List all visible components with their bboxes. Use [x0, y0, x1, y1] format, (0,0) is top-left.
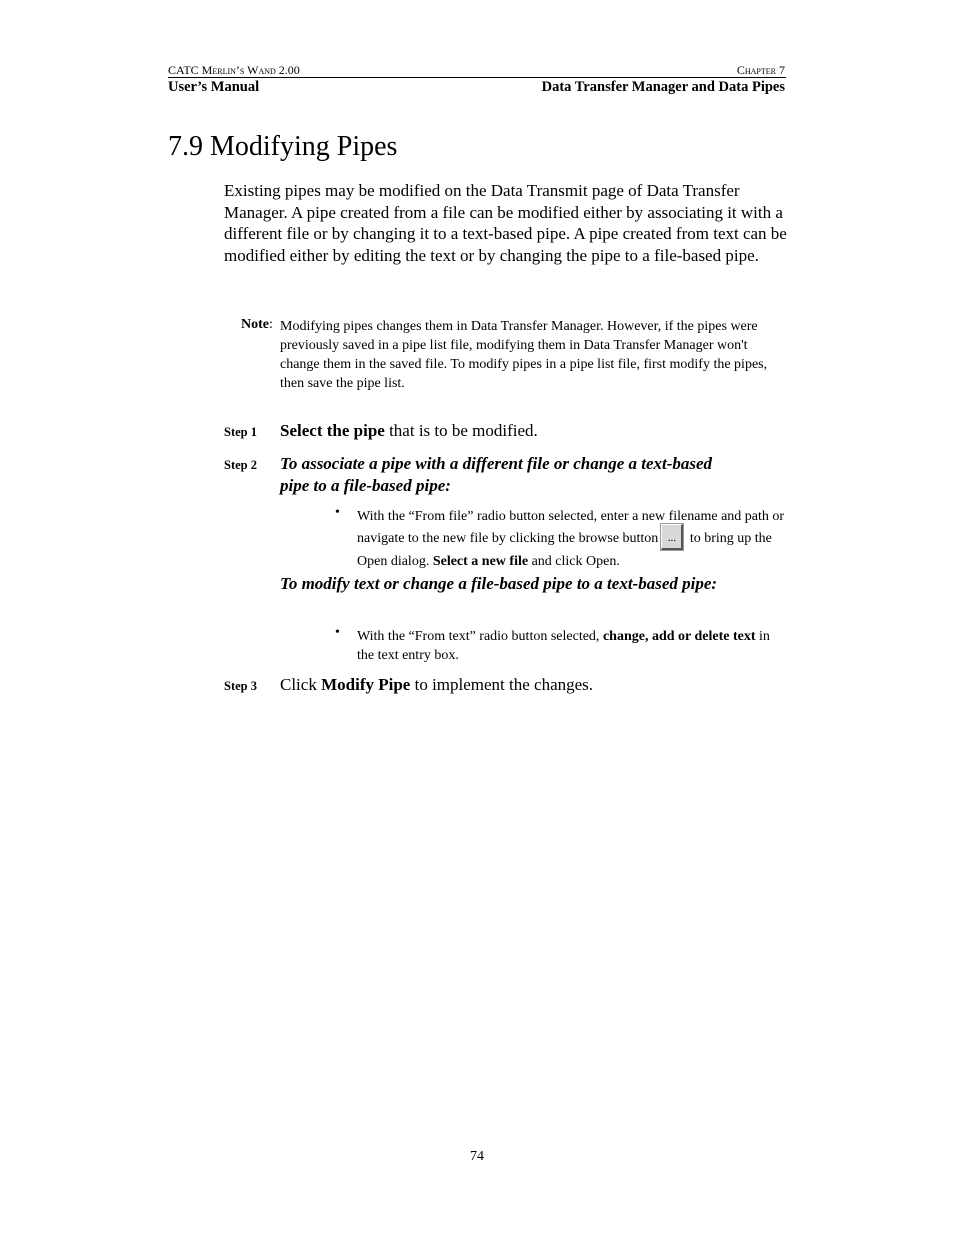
step2-heading-text: To modify text or change a file-based pipe to a text-based pipe:	[280, 574, 718, 593]
step1-text	[280, 420, 538, 442]
browse-button: ...	[661, 524, 683, 550]
bullet-icon: •	[335, 505, 340, 520]
header-manual: User’s Manual	[168, 79, 260, 95]
step3-bold: Modify Pipe	[321, 675, 411, 694]
step3-rest: to implement the changes.	[410, 675, 594, 694]
step3-text	[280, 674, 593, 696]
bullet-from-file	[357, 507, 787, 571]
bullet-from-file-bold: Select a new file	[432, 554, 529, 569]
step2-heading-file: To associate a pipe with a different file or change a text-based pipe to a file-based pipe:	[280, 454, 713, 495]
step1-bold: Select the pipe	[280, 421, 385, 440]
bullet-from-text-bold: change, add or delete text	[602, 629, 756, 644]
step3-label: Step 3	[224, 679, 257, 693]
note-label: Note:	[241, 317, 273, 332]
section-title: 7.9 Modifying Pipes	[168, 131, 398, 162]
bullet-from-file-part3: and click Open.	[528, 554, 620, 569]
header-doc-title: CATC Merlin’s Wand 2.00	[168, 63, 300, 77]
note-label-text: Note	[241, 317, 269, 332]
step3-pre: Click	[280, 675, 322, 694]
step2-label: Step 2	[224, 458, 257, 472]
bullet-from-text-part1: With the “From text” radio button selected,	[357, 629, 603, 644]
section-intro: Existing pipes may be modified on the Data Transmit page of Data Transfer Manager. A pipe created from a file can be modified either by associating it with a different file or by changing it to a text-based pipe. A pipe created from text can be modified either by editing the text or by changing the pipe to a file-based pipe.	[224, 181, 787, 265]
bullet-from-file-part1: With the “From file” radio button selected, enter a new filename and path or navigate to the new file by clicking the browse button	[357, 509, 785, 547]
header-chapter-title: Data Transfer Manager and Data Pipes	[541, 79, 785, 95]
bullet-from-text	[357, 627, 787, 665]
step1-rest: that is to be modified.	[384, 421, 538, 440]
bullet-icon: •	[335, 625, 340, 640]
bullet-from-file-part2: to bring up the Open dialog.	[357, 531, 772, 569]
bullet-from-text-part2: in the text entry box.	[357, 629, 770, 663]
note-text: Modifying pipes changes them in Data Transfer Manager. However, if the pipes were previously saved in a pipe list file, modifying them in Data Transfer Manager won't change them in the saved file. To modify pipes in a pipe list file, first modify the pipes, then save the pipe list.	[280, 319, 768, 391]
step1-label: Step 1	[224, 425, 257, 439]
header-chapter: Chapter 7	[736, 63, 785, 77]
page-number: 74	[470, 1149, 484, 1164]
header-rule	[168, 77, 786, 78]
